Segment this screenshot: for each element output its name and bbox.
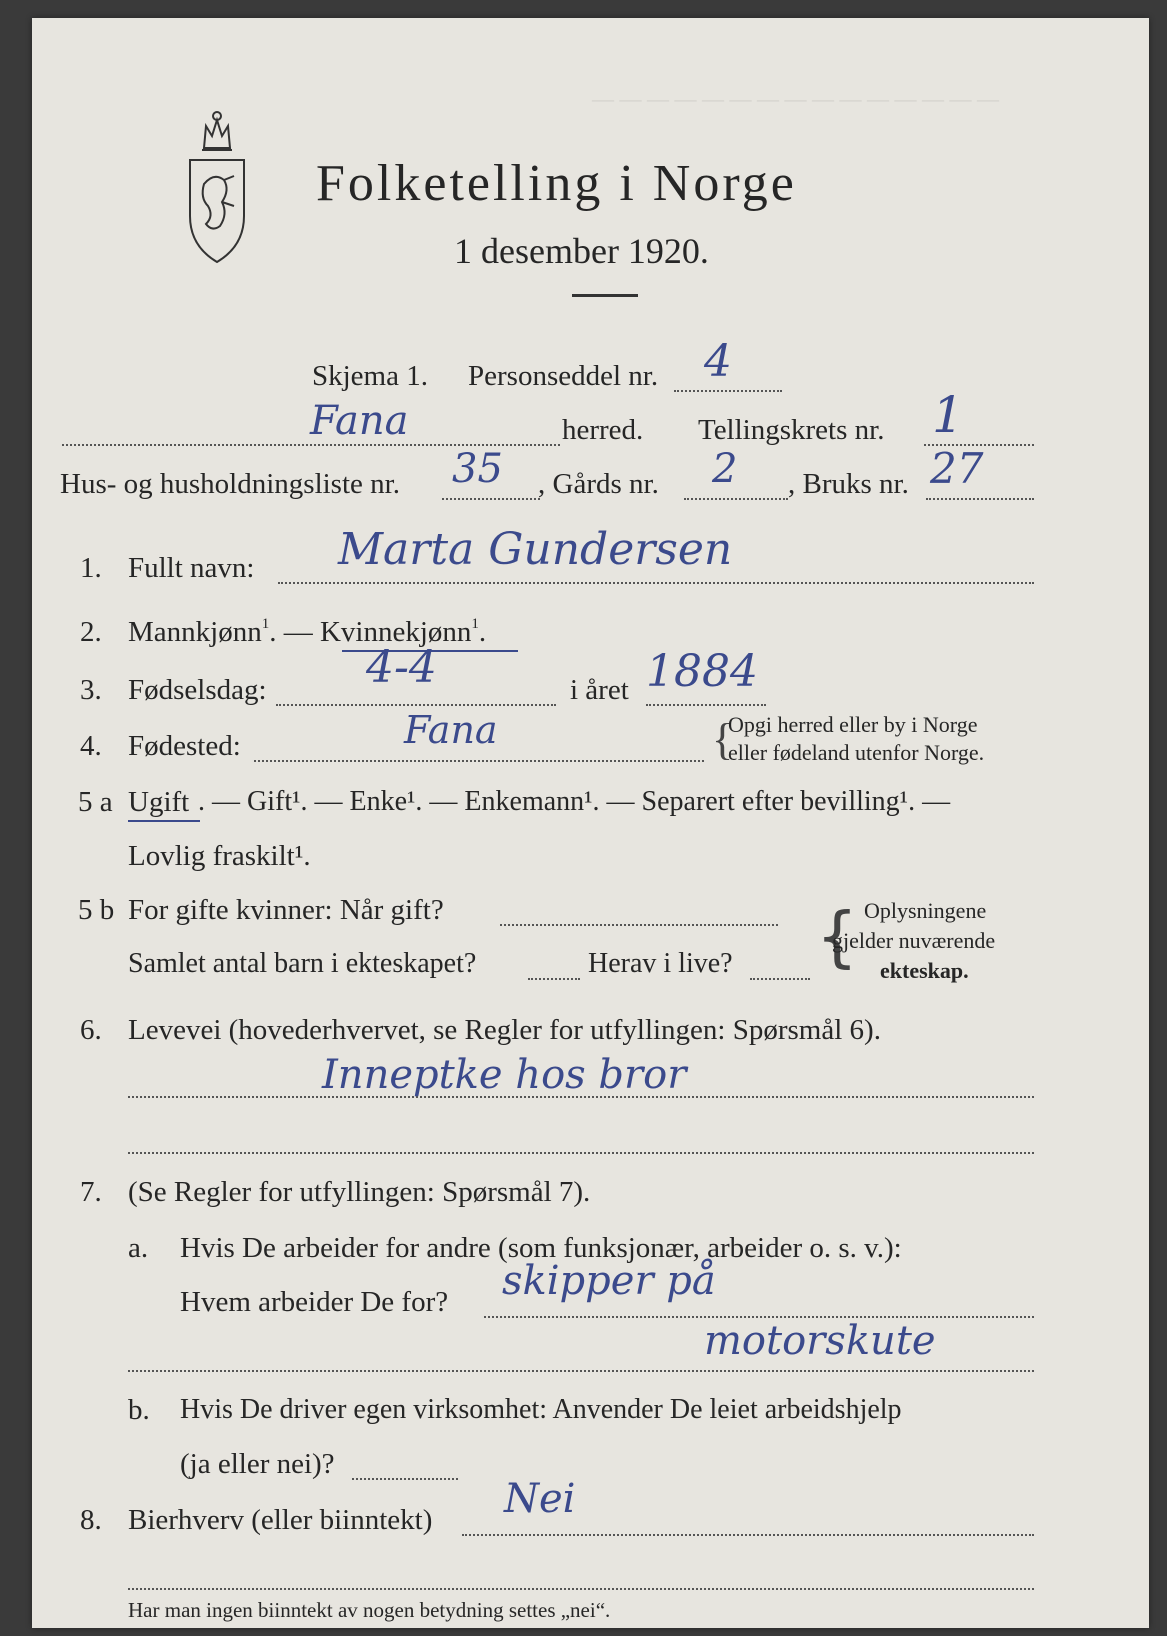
- q7b-number: b.: [128, 1394, 150, 1426]
- q4-note-line2: eller fødeland utenfor Norge.: [728, 740, 985, 765]
- q3-value: 4-4: [366, 642, 437, 693]
- census-date: 1 desember 1920.: [454, 231, 709, 271]
- q5b-line1: [500, 924, 778, 926]
- q1-value: Marta Gundersen: [338, 524, 733, 575]
- q5b-label3: Herav i live?: [588, 948, 733, 979]
- q5b-number: 5 b: [78, 894, 115, 926]
- q7a-label: Hvis De arbeider for andre (som funksjonær, arbeider o. s. v.):: [180, 1232, 902, 1264]
- q5b-label2: Samlet antal barn i ekteskapet?: [128, 948, 477, 979]
- q3-year-line: [646, 704, 766, 706]
- q5a-number: 5 a: [78, 786, 113, 818]
- q7-label: (Se Regler for utfyllingen: Spørsmål 7).: [128, 1176, 591, 1208]
- q7-number: 7.: [80, 1176, 102, 1208]
- q4-line: [254, 760, 704, 762]
- bruks-label: , Bruks nr.: [788, 468, 909, 500]
- q5a-ugift: Ugift: [128, 786, 190, 818]
- q5b-line2: [528, 978, 580, 980]
- q2-number: 2.: [80, 616, 102, 648]
- hus-value: 35: [452, 446, 503, 492]
- q5a-options: . — Gift¹. — Enke¹. — Enkemann¹. — Separert efter bevilling¹. —: [198, 786, 951, 817]
- q7a-value2: motorskute: [704, 1318, 936, 1364]
- q8-line1: [462, 1534, 1034, 1536]
- q4-note-line1: Opgi herred eller by i Norge: [728, 712, 978, 737]
- personseddel-value: 4: [704, 336, 732, 387]
- q5b-note2: gjelder nuværende: [832, 928, 996, 953]
- q1-line: [278, 582, 1034, 584]
- hus-label: Hus- og husholdningsliste nr.: [60, 468, 400, 500]
- q4-value: Fana: [404, 708, 498, 752]
- q8-label: Bierhverv (eller biinntekt): [128, 1504, 433, 1536]
- q7b-label: Hvis De driver egen virksomhet: Anvender De leiet arbeidshjelp: [180, 1394, 902, 1425]
- q7a-line2: [128, 1370, 1034, 1372]
- personseddel-label: Personseddel nr.: [468, 360, 659, 392]
- q8-value: Nei: [504, 1476, 576, 1522]
- male-option: Mannkjønn: [128, 616, 262, 648]
- q3-label: Fødselsdag:: [128, 674, 267, 706]
- q6-value: Inneptke hos bror: [322, 1052, 687, 1098]
- gards-label: , Gårds nr.: [538, 468, 659, 500]
- q2-dash: . —: [269, 616, 313, 648]
- bleed-through-text: — — — — — — — — — — — — — — —: [592, 86, 999, 111]
- bruks-value: 27: [930, 444, 984, 493]
- title-divider: [572, 294, 638, 297]
- q4-brace: {: [712, 715, 734, 764]
- footer-note: Har man ingen biinntekt av nogen betydning settes „nei“.: [128, 1598, 611, 1622]
- q2-end: .: [478, 616, 487, 648]
- q5b-line3: [750, 978, 810, 980]
- q3-year-value: 1884: [646, 646, 758, 697]
- q2-footnote-1: 1: [261, 616, 270, 632]
- herred-label: herred.: [562, 414, 644, 446]
- female-option: Kvinnekjønn: [319, 616, 472, 648]
- gards-value: 2: [712, 446, 738, 492]
- hus-line: [442, 498, 540, 500]
- census-form-page: [32, 18, 1149, 1628]
- q5b-note1: Oplysningene: [864, 898, 987, 923]
- q3-year-label: i året: [570, 674, 629, 706]
- tellingskrets-label: Tellingskrets nr.: [698, 414, 885, 446]
- q3-line: [276, 704, 556, 706]
- q5b-label1: For gifte kvinner: Når gift?: [128, 894, 444, 926]
- q4-label: Fødested:: [128, 730, 241, 762]
- q8-line2: [128, 1588, 1034, 1590]
- q7b-label2: (ja eller nei)?: [180, 1448, 335, 1480]
- herred-value: Fana: [310, 398, 409, 444]
- q6-label: Levevei (hovederhvervet, se Regler for utfyllingen: Spørsmål 6).: [128, 1014, 881, 1046]
- gards-line: [684, 498, 788, 500]
- bruks-line: [926, 498, 1034, 500]
- q1-number: 1.: [80, 552, 102, 584]
- tellingskrets-value: 1: [932, 386, 964, 444]
- ugift-underline: [128, 820, 200, 822]
- q2-footnote-2: 1: [471, 616, 479, 632]
- q1-label: Fullt navn:: [128, 552, 255, 584]
- q3-number: 3.: [80, 674, 102, 706]
- q7a-value1: skipper på: [502, 1258, 716, 1304]
- q6-number: 6.: [80, 1014, 102, 1046]
- q7b-line: [352, 1478, 458, 1480]
- q6-line2: [128, 1152, 1034, 1154]
- q4-number: 4.: [80, 730, 102, 762]
- skjema-label: Skjema 1.: [312, 360, 428, 392]
- q5a-line2: Lovlig fraskilt¹.: [128, 840, 311, 872]
- page-title: Folketelling i Norge: [316, 155, 797, 212]
- q7a-number: a.: [128, 1232, 149, 1264]
- norway-lion-crest-icon: [184, 106, 250, 266]
- q5b-note3: ekteskap.: [880, 958, 969, 983]
- q7a-label2: Hvem arbeider De for?: [180, 1286, 449, 1318]
- q8-number: 8.: [80, 1504, 102, 1536]
- personseddel-line: [674, 390, 782, 392]
- q5b-brace: {: [816, 898, 858, 975]
